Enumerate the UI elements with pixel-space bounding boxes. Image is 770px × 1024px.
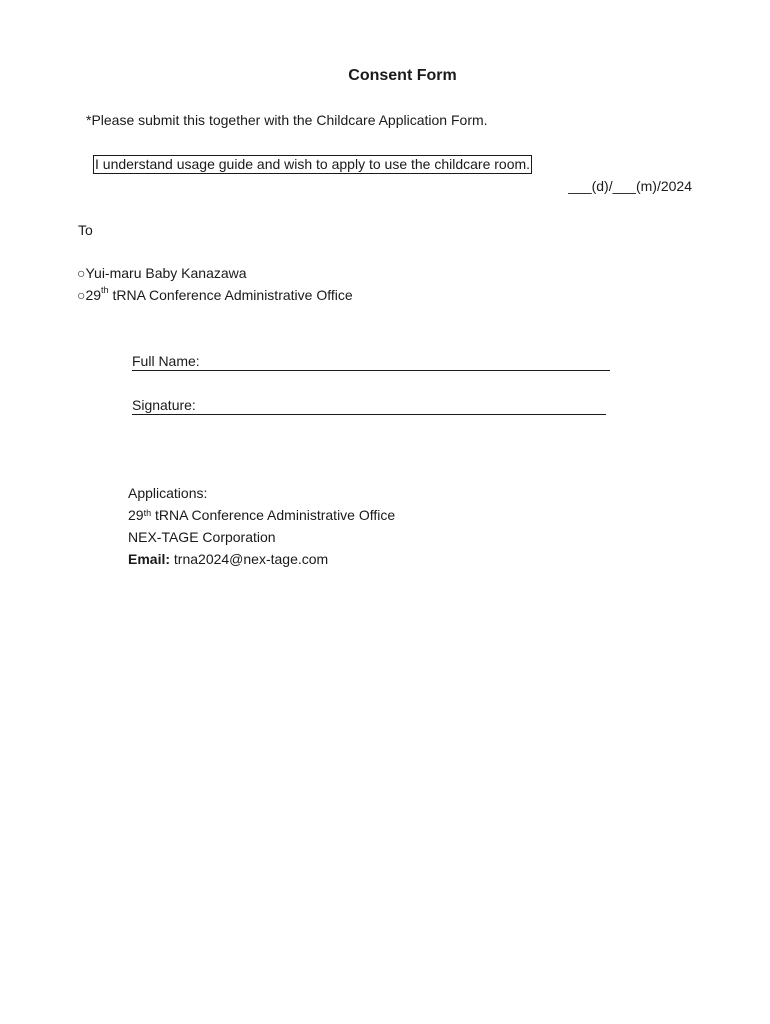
office-text: tRNA Conference Administrative Office: [151, 507, 396, 523]
bullet-icon: ○: [77, 265, 86, 281]
office-ordinal-suffix: th: [143, 508, 152, 518]
form-title: Consent Form: [348, 67, 457, 84]
bullet-icon: ○: [77, 287, 86, 303]
submission-note: *Please submit this together with the Childcare Application Form.: [86, 112, 488, 128]
applications-heading: Applications:: [128, 485, 208, 501]
recipient-text: tRNA Conference Administrative Office: [108, 287, 353, 303]
email-address: trna2024@nex-tage.com: [173, 551, 329, 567]
date-field: ___(d)/___(m)/2024: [568, 178, 692, 194]
recipient-item: [77, 265, 247, 281]
signature-label: Signature:: [132, 397, 196, 413]
office-line: [128, 504, 395, 526]
to-label: To: [78, 222, 93, 238]
full-name-label: Full Name:: [132, 353, 200, 369]
recipient-item: [77, 287, 353, 303]
recipient-text: Yui-maru Baby Kanazawa: [85, 265, 247, 281]
email-label: Email:: [128, 551, 171, 567]
signature-field[interactable]: [132, 397, 606, 415]
recipient-ordinal: 29: [85, 287, 102, 303]
email-line: [128, 548, 328, 570]
office-ordinal: 29: [128, 507, 144, 523]
consent-statement-box: I understand usage guide and wish to apply to use the childcare room.: [95, 156, 531, 172]
company-name: NEX-TAGE Corporation: [128, 529, 276, 545]
full-name-field[interactable]: [132, 353, 610, 371]
recipient-ordinal-suffix: th: [101, 285, 109, 295]
